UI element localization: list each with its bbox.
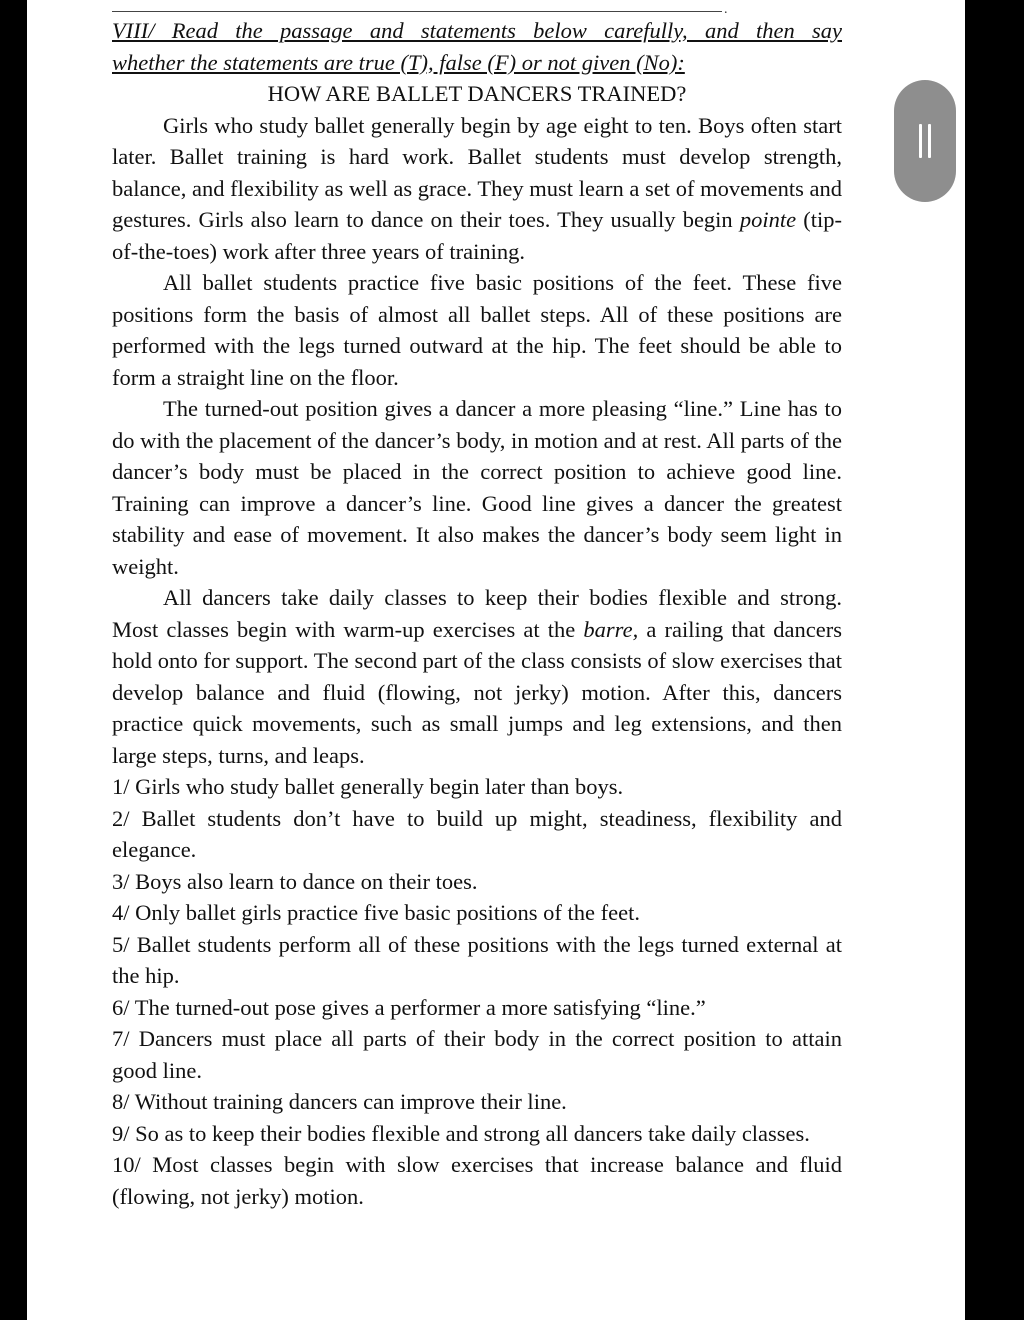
drag-handle-icon <box>919 124 922 158</box>
statement-2: 2/ Ballet students don’t have to build up might, steadiness, flexibility and elegance. <box>112 805 842 862</box>
document-page <box>27 0 965 1320</box>
instruction-line-2: whether the statements are true (T), false (F) or not given (No): <box>112 49 685 75</box>
p1-text-start: Girls who study ballet generally begin by age eight to ten. Boys often start later. Ballet training is hard work. Ballet students must develop strength, balance, and flexibility as well as grace. They must learn a set of movements and gestures. Girls also learn to dance on their toes. They usually begin <box>112 112 842 232</box>
passage-paragraph-3: The turned-out position gives a dancer a more pleasing “line.” Line has to do with the placement of the dancer’s body, in motion and at rest. All parts of the dancer’s body must be placed in the correct position to achieve good line. Training can improve a dancer’s line. Good line gives a dancer the greatest stability and ease of movement. It also makes the dancer’s body seem light in weight. <box>112 396 842 579</box>
statement-8: 8/ Without training dancers can improve their line. <box>112 1089 567 1114</box>
statement-10: 10/ Most classes begin with slow exercises that increase balance and fluid (flowing, not jerky) motion. <box>112 1152 842 1209</box>
statement-4: 4/ Only ballet girls practice five basic positions of the feet. <box>112 900 640 925</box>
statement-5: 5/ Ballet students perform all of these positions with the legs turned external at the hip. <box>112 931 842 988</box>
instruction-line-1: VIII/ Read the passage and statements below carefully, and then say <box>112 18 842 43</box>
passage-paragraph-4 <box>112 582 842 771</box>
statement-3: 3/ Boys also learn to dance on their toes. <box>112 868 478 894</box>
drag-handle-icon-bar <box>928 124 931 158</box>
document-content <box>112 15 842 1212</box>
top-rule <box>112 11 722 12</box>
p1-italic-term: pointe <box>739 207 797 232</box>
statement-7: 7/ Dancers must place all parts of their body in the correct position to attain good line. <box>112 1026 842 1083</box>
p4-text-start: All dancers take daily classes to keep their bodies flexible and strong. Most classes begin with warm-up exercises at the <box>112 585 842 642</box>
p4-text-end: a railing that dancers hold onto for support. The second part of the class consists of slow exercises that develop balance and fluid (flowing, not jerky) motion. After this, dancers practice quick movements, such as small jumps and leg extensions, and then large steps, turns, and leaps. <box>112 616 843 768</box>
p4-italic-term: barre, <box>583 616 639 642</box>
scroll-handle[interactable] <box>894 80 956 202</box>
statement-9: 9/ So as to keep their bodies flexible and strong all dancers take daily classes. <box>112 1120 810 1146</box>
statement-6: 6/ The turned-out pose gives a performer a more satisfying “line.” <box>112 994 706 1020</box>
passage-paragraph-1 <box>112 110 842 268</box>
passage-title: HOW ARE BALLET DANCERS TRAINED? <box>267 81 687 106</box>
passage-paragraph-2: All ballet students practice five basic positions of the feet. These five positions form the basis of almost all ballet steps. All of these positions are performed with the legs turned outward at the hip. The feet should be able to form a straight line on the floor. <box>112 270 842 390</box>
p1-text-end: (tip-of-the-toes) work after three years of training. <box>112 207 842 264</box>
top-dot: . <box>724 2 728 17</box>
statement-1: 1/ Girls who study ballet generally begin later than boys. <box>112 774 624 799</box>
